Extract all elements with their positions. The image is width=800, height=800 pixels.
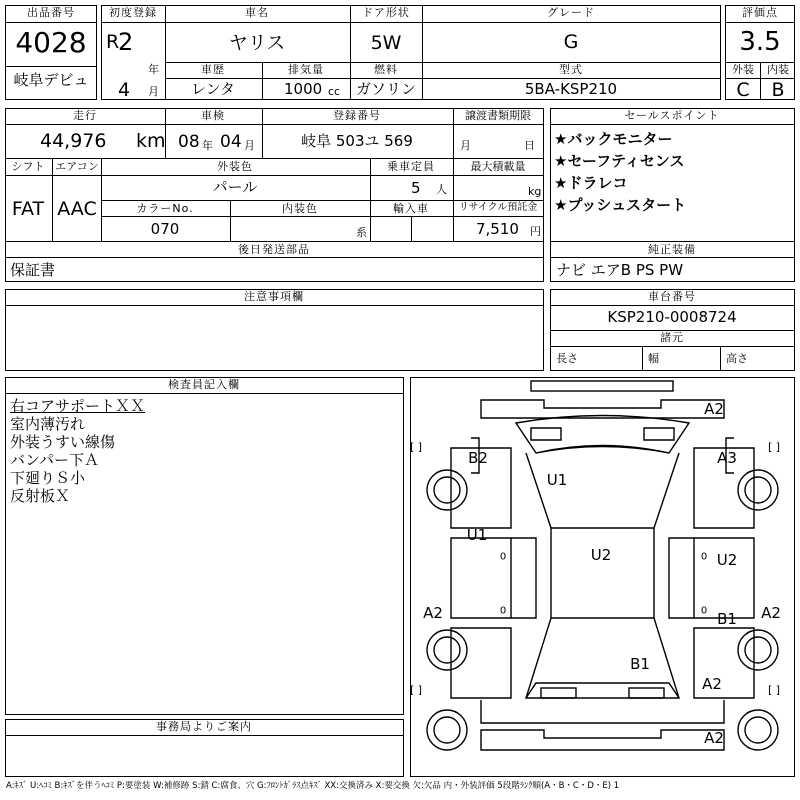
inspection-label: 車検	[201, 109, 225, 122]
caution-label: 注意事項欄	[244, 290, 304, 303]
reg-month-unit: 月	[148, 85, 159, 98]
legend: A:ｷｽﾞ U:ﾍｺﾐ B:ｷｽﾞを伴うﾍｺﾐ P:要塗装 W:補修跡 S:錆 C:腐食、穴 G:ﾌﾛﾝﾄｶﾞﾗｽ点ｷｽﾞ XX:交換済み X:要交換 欠:欠品 内・外装評価 5段階ﾗﾝｸ順(A・B・C・D・E) 1	[6, 781, 620, 791]
grade-label: グレード	[547, 6, 595, 19]
height-label: 高さ	[726, 352, 748, 365]
int-color-unit: 系	[356, 226, 367, 239]
car-diagram	[410, 377, 795, 777]
equip: ナビ エアB PS PW	[556, 261, 684, 279]
damage-mark: A2	[761, 604, 781, 622]
zero-mark: 0	[700, 551, 708, 563]
inspector-note: 下廻りＳ小	[10, 469, 86, 487]
first-reg-label: 初度登録	[109, 6, 157, 19]
later-parts: 保証書	[10, 261, 56, 279]
damage-mark: U1	[466, 526, 488, 544]
sales-points	[554, 128, 686, 216]
damage-mark: U1	[546, 471, 568, 489]
score: 3.5	[739, 27, 781, 57]
history: レンタ	[190, 80, 236, 98]
damage-mark: B2	[468, 449, 488, 467]
recycle-label: リサイクル預託金	[458, 202, 538, 213]
transfer-label: 譲渡書類期限	[465, 109, 531, 122]
transfer-month: 月	[460, 139, 471, 152]
zero-mark: 0	[499, 605, 507, 617]
bracket-mark: [ ]	[410, 683, 423, 697]
door-type: 5W	[370, 32, 402, 54]
fuel-label: 燃料	[374, 63, 398, 76]
displacement: 1000	[284, 80, 323, 98]
lot-number: 4028	[15, 26, 87, 59]
inspector-note: バンパー下Ａ	[10, 451, 99, 469]
inspection-year-unit: 年	[202, 139, 213, 152]
damage-mark: A3	[717, 449, 737, 467]
inspection-year: 08	[178, 132, 200, 152]
damage-mark: B1	[630, 655, 650, 673]
length-label: 長さ	[556, 352, 578, 365]
inspector-notes	[10, 397, 145, 505]
door-label: ドア形状	[362, 6, 410, 19]
chassis-label: 車台番号	[648, 290, 696, 303]
mileage-label: 走行	[73, 109, 97, 122]
sales-point: ★プッシュスタート	[554, 196, 687, 214]
car-name-label: 車名	[245, 6, 269, 19]
car-name: ヤリス	[228, 32, 286, 54]
color-label: 外装色	[217, 160, 253, 173]
capacity-label: 乗車定員	[387, 160, 435, 173]
inspection-month-unit: 月	[244, 139, 255, 152]
width-label: 幅	[648, 352, 659, 365]
damage-mark: A2	[704, 400, 724, 418]
sales-label: セールスポイント	[624, 109, 720, 122]
displacement-unit: cc	[328, 85, 341, 98]
int-label: 内装	[767, 63, 789, 76]
dims-label: 諸元	[660, 331, 684, 344]
capacity: 5	[411, 179, 421, 197]
color: パール	[212, 178, 258, 196]
color-no-label: カラーNo.	[136, 202, 194, 215]
era: R	[106, 31, 120, 53]
load-label: 最大積載量	[470, 160, 526, 173]
load-unit: kg	[528, 185, 542, 198]
damage-mark: A2	[704, 729, 724, 747]
transfer-day: 日	[524, 139, 535, 152]
later-label: 後日発送部品	[238, 243, 310, 256]
damage-mark: U2	[590, 546, 612, 564]
recycle-unit: 円	[530, 225, 541, 238]
import-label: 輸入車	[393, 202, 429, 215]
chassis-no: KSP210-0008724	[607, 308, 737, 326]
sales-point: ★バックモニター	[554, 130, 673, 148]
inspector-note: 反射板Ｘ	[10, 487, 71, 505]
model-label: 型式	[559, 63, 583, 76]
ext-score: C	[736, 79, 750, 101]
inspector-note: 右コアサポートＸＸ	[10, 397, 146, 415]
bracket-mark: [ ]	[768, 440, 781, 454]
ext-label: 外装	[732, 63, 754, 76]
mileage: 44,976	[40, 130, 107, 152]
car-outline-svg	[411, 378, 794, 776]
office-label: 事務局よりご案内	[156, 720, 252, 733]
equip-label: 純正装備	[648, 243, 696, 256]
history-label: 車歴	[201, 63, 225, 76]
venue: 岐阜デビュ	[13, 71, 89, 89]
reg-month: 4	[118, 79, 131, 101]
shift-label: シフト	[11, 160, 45, 173]
damage-mark: A2	[702, 675, 722, 693]
inspector-label: 検査員記入欄	[168, 378, 240, 391]
damage-mark: B1	[717, 610, 737, 628]
model: 5BA-KSP210	[524, 80, 618, 98]
damage-mark: U2	[716, 551, 738, 569]
reg-no: 岐阜 503ユ 569	[301, 132, 413, 150]
damage-mark: A2	[423, 604, 443, 622]
fuel: ガソリン	[355, 80, 417, 98]
inspector-note: 室内薄汚れ	[10, 415, 86, 433]
color-no: 070	[150, 220, 180, 238]
sales-point: ★ドラレコ	[554, 174, 628, 192]
shift: FAT	[11, 198, 45, 220]
score-label: 評価点	[742, 6, 778, 19]
capacity-unit: 人	[436, 183, 447, 196]
reg-year-unit: 年	[148, 63, 159, 76]
ac-label: エアコン	[55, 160, 99, 173]
recycle: 7,510	[476, 220, 519, 238]
lot-label: 出品番号	[27, 6, 75, 19]
sales-point: ★セーフティセンス	[554, 152, 685, 170]
zero-mark: 0	[700, 605, 708, 617]
mileage-unit: km	[136, 130, 166, 152]
zero-mark: 0	[499, 551, 507, 563]
inspector-note: 外装うすい線傷	[10, 433, 116, 451]
bracket-mark: [ ]	[410, 440, 423, 454]
ac: AAC	[57, 198, 97, 220]
reg-year: 2	[118, 28, 134, 56]
displacement-label: 排気量	[288, 63, 324, 76]
reg-no-label: 登録番号	[333, 109, 381, 122]
bracket-mark: [ ]	[768, 683, 781, 697]
int-color-label: 内装色	[282, 202, 318, 215]
grade: G	[563, 31, 579, 53]
inspection-month: 04	[220, 132, 242, 152]
int-score: B	[771, 79, 785, 101]
